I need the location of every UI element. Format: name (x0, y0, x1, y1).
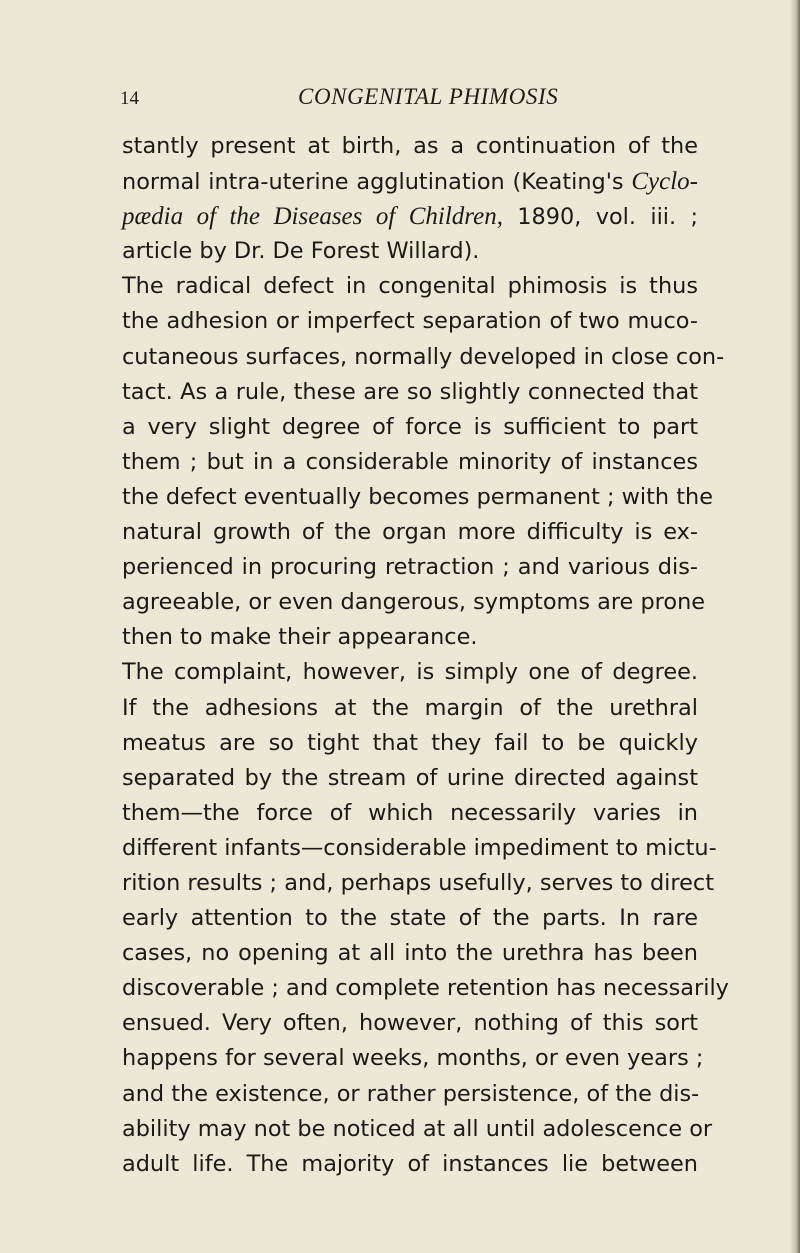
text-line: ensued. Very often, however, nothing of this sort (122, 1010, 698, 1037)
text-line: meatus are so tight that they fail to be quickly (122, 729, 698, 756)
text-line: discoverable ; and complete retention has necessarily (122, 975, 729, 1002)
text-line: rition results ; and, perhaps usefully, serves to direct (122, 869, 714, 896)
text-line: separated by the stream of urine directed against (122, 764, 698, 791)
text-line: cutaneous surfaces, normally developed in close con- (122, 343, 725, 370)
text-line-mixed (122, 164, 698, 199)
text-line: the defect eventually becomes permanent ; with the (122, 483, 713, 510)
text-line: article by Dr. De Forest Willard). (122, 238, 480, 265)
text-line: a very slight degree of force is sufficient to part (122, 413, 698, 440)
text-line: tact. As a rule, these are so slightly connected that (122, 378, 698, 405)
text-line: The complaint, however, is simply one of degree. (122, 659, 698, 686)
body-text (122, 129, 729, 1182)
text-line: ability may not be noticed at all until adolescence or (122, 1115, 713, 1142)
text-line: early attention to the state of the parts. In rare (122, 905, 698, 932)
text-line: adult life. The majority of instances lie between (122, 1150, 698, 1177)
text-segment: 1890, vol. iii. ; (502, 204, 698, 231)
running-head: CONGENITAL PHIMOSIS (298, 84, 559, 109)
page-number: 14 (120, 88, 139, 109)
text-line: natural growth of the organ more difficulty is ex- (122, 519, 698, 546)
text-line: stantly present at birth, as a continuation of the (122, 133, 698, 159)
text-line: and the existence, or rather persistence, of the dis- (122, 1080, 700, 1107)
italic-citation: Cyclo- (631, 168, 698, 196)
text-line: happens for several weeks, months, or even years ; (122, 1045, 704, 1072)
text-line: agreeable, or even dangerous, symptoms are prone (122, 589, 706, 616)
page-edge-shadow (790, 0, 800, 1253)
text-line: the adhesion or imperfect separation of two muco- (122, 308, 698, 335)
italic-citation: pædia of the Diseases of Children, (122, 203, 503, 231)
text-line: If the adhesions at the margin of the urethral (122, 694, 698, 721)
text-line: cases, no opening at all into the urethra has been (122, 940, 698, 967)
text-segment: normal intra-uterine agglutination (Keating's (122, 169, 632, 196)
text-line: them—the force of which necessarily varies in (122, 799, 698, 826)
text-line-mixed (122, 199, 698, 234)
page-header (110, 84, 710, 120)
text-line: The radical defect in congenital phimosis is thus (122, 273, 698, 300)
text-line: then to make their appearance. (122, 624, 478, 651)
text-line: them ; but in a considerable minority of instances (122, 448, 698, 475)
text-line: different infants—considerable impediment to mictu- (122, 834, 717, 861)
text-line: perienced in procuring retraction ; and various dis- (122, 554, 698, 581)
